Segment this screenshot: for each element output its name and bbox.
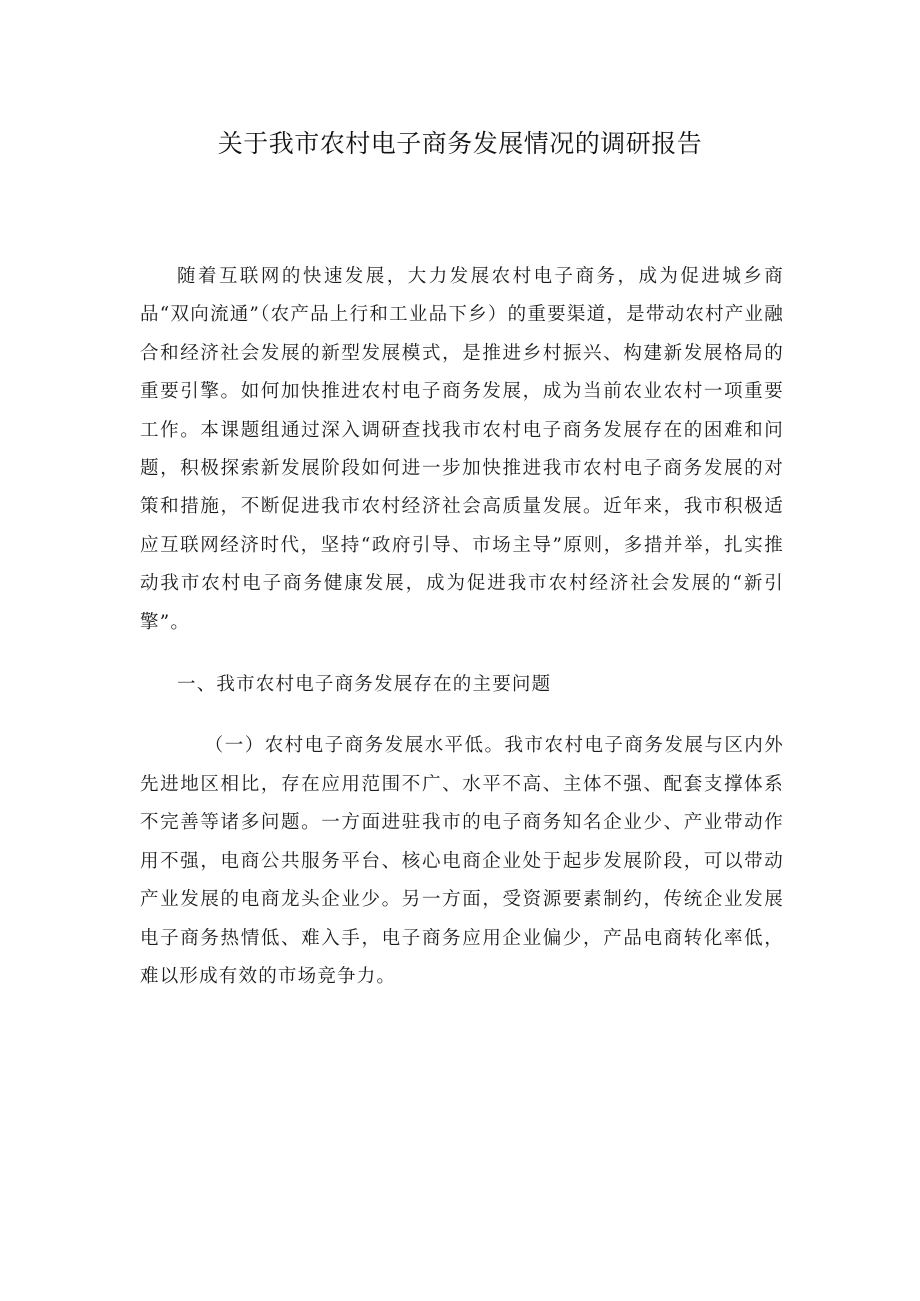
section-heading: 一、我市农村电子商务发展存在的主要问题 xyxy=(177,674,552,696)
subsection-paragraph: （一）农村电子商务发展水平低。我市农村电子商务发展与区内外先进地区相比，存在应用范围不广、水平不高、主体不强、配套支撑体系不完善等诸多问题。一方面进驻我市的电子商务知名企业少、产业带动作用不强，电商公共服务平台、核心电商企业处于起步发展阶段，可以带动产业发展的电商龙头企业少。另一方面，受资源要素制约，传统企业发展电子商务热情低、难入手，电子商务应用企业偏少，产品电商转化率低，难以形成有效的市场竞争力。 xyxy=(140,735,784,987)
document-body xyxy=(140,258,784,996)
document-title: 关于我市农村电子商务发展情况的调研报告 xyxy=(217,129,703,158)
intro-paragraph: 随着互联网的快速发展，大力发展农村电子商务，成为促进城乡商品“双向流通”（农产品上行和工业品下乡）的重要渠道，是带动农村产业融合和经济社会发展的新型发展模式，是推进乡村振兴、构建新发展格局的重要引擎。如何加快推进农村电子商务发展，成为当前农业农村一项重要工作。本课题组通过深入调研查找我市农村电子商务发展存在的困难和问题，积极探索新发展阶段如何进一步加快推进我市农村电子商务发展的对策和措施，不断促进我市农村经济社会高质量发展。近年来，我市积极适应互联网经济时代，坚持“政府引导、市场主导”原则，多措并举，扎实推动我市农村电子商务健康发展，成为促进我市农村经济社会发展的“新引擎”。 xyxy=(140,266,784,633)
